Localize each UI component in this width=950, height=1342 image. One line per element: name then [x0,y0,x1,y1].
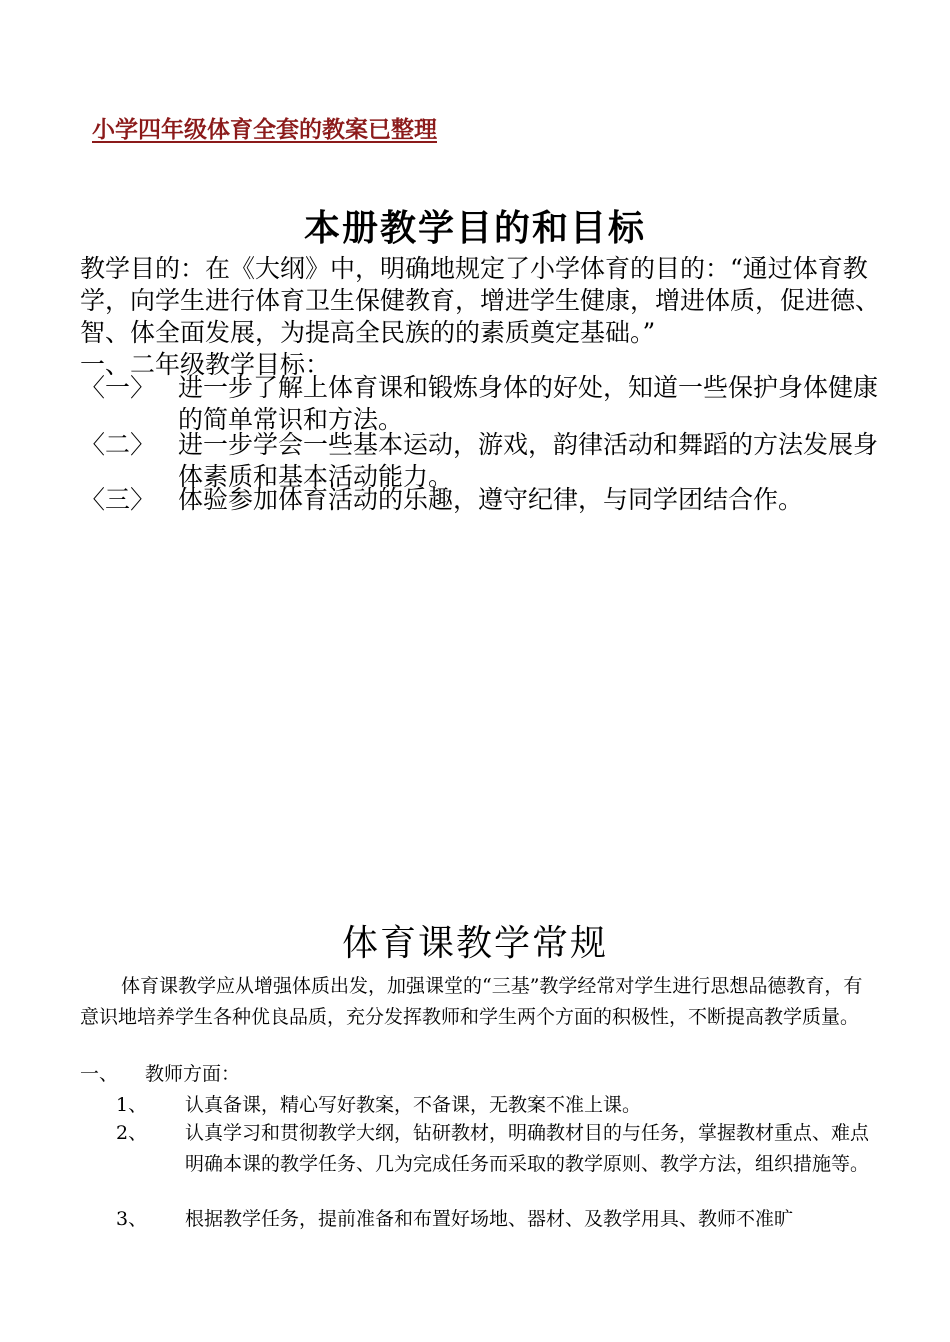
list-item-number: 1、 [116,1094,148,1116]
list-item-number: 2、 [116,1122,148,1144]
section1-title: 本册教学目的和目标 [303,207,646,249]
goal-number: 〈一〉 [80,373,156,402]
section2-title: 体育课教学常规 [341,923,608,964]
document-link-title[interactable]: 小学四年级体育全套的教案已整理 [92,116,437,143]
teaching-routine-intro: 体育课教学应从增强体质出发，加强课堂的“三基”教学经常对学生进行思想品德教育，有意识地培养学生各种优良品质，充分发挥教师和学生两个方面的积极性，不断提高教学质量。 [80,975,863,1028]
list-item-text: 根据教学任务，提前准备和布置好场地、器材、及教学用具、教师不准旷 [185,1208,794,1230]
list-item-text: 认真备课，精心写好教案，不备课，无教案不准上课。 [185,1094,642,1116]
goals-heading: 一、二年级教学目标： [80,350,331,379]
goal-text: 进一步了解上体育课和锻炼身体的好处，知道一些保护身体健康的简单常识和方法。 [178,373,879,434]
list-item-text: 认真学习和贯彻教学大纲，钻研教材，明确教材目的与任务，掌握教材重点、难点明确本课的教学任务、几为完成任务而采取的教学原则、教学方法，组织措施等。 [185,1122,870,1175]
goal-number: 〈三〉 [80,485,156,514]
teaching-purpose-paragraph: 教学目的：在《大纲》中，明确地规定了小学体育的目的：“通过体育教学，向学生进行体育卫生保健教育，增进学生健康，增进体质，促进德、智、体全面发展，为提高全民族的的素质奠定基础。” [80,254,881,347]
sub-heading-number: 一、 [80,1063,119,1085]
list-item-number: 3、 [116,1208,148,1230]
goal-number: 〈二〉 [80,430,156,459]
goal-text: 进一步学会一些基本运动，游戏，韵律活动和舞蹈的方法发展身体素质和基本活动能力。 [178,430,879,491]
sub-heading-teacher: 教师方面： [145,1063,241,1085]
goal-text: 体验参加体育活动的乐趣，遵守纪律，与同学团结合作。 [178,485,804,514]
